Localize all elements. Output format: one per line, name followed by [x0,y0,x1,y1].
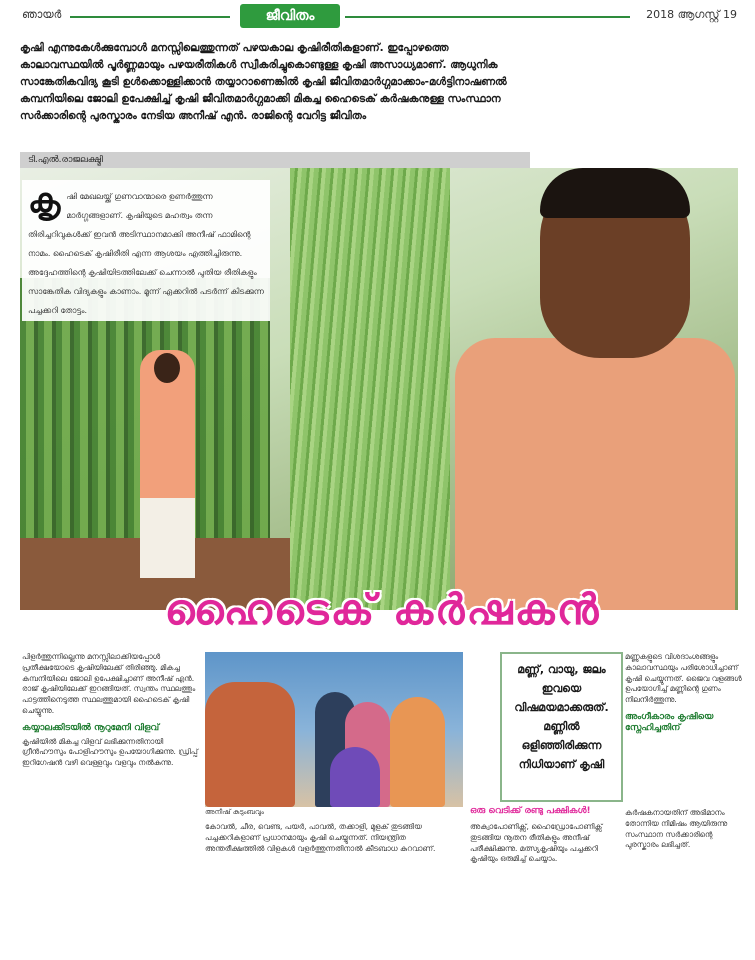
intro-paragraph: കൃഷി എന്നുകേള്‍ക്കുമ്പോള്‍ മനസ്സിലെത്തുന്നത് പഴയകാല കൃഷിരീതികളാണ്. ഇപ്പോഴത്തെ കാലാവസ്ഥയില്‍ പൂര്‍ണ്ണമായും പഴയരീതികള്‍ സ്വീകരിച്ചുകൊണ്ടുള്ള കൃഷി അസാധ്യമാണ്. ആധുനിക സാങ്കേതികവിദ്യ കൂടി ഉള്‍ക്കൊള്ളിക്കാന്‍ തയ്യാറാണെങ്കില്‍ കൃഷി ജീവിതമാര്‍ഗ്ഗമാക്കാം-മള്‍ട്ടിനാഷണല്‍ കമ്പനിയിലെ ജോലി ഉപേക്ഷിച്ച് കൃഷി ജീവിതമാര്‍ഗ്ഗമാക്കി മികച്ച ഹൈടെക് കര്‍ഷകനുള്ള സംസ്ഥാന സര്‍ക്കാരിന്റെ പുരസ്കാരം നേടിയ അനീഷ് എന്‍. രാജിന്റെ വേറിട്ട ജീവിതം [20,42,507,122]
pull-quote: മണ്ണ്, വായു, ജലം ഇവയെ വിഷമയമാക്കരുത്. മണ്ണില്‍ ഒളിഞ്ഞിരിക്കുന്ന നിധിയാണ് കൃഷി [500,652,623,802]
column-1-subhead: കയ്യാലക്കിടയില്‍ നൂറുമേനി വിളവ് [22,722,160,733]
lead-text: ഷി മേഖലയ്ക്ക് ഗുണവാന്മാരെ ഉണര്‍ത്തുന്ന മാര്‍ഗ്ഗങ്ങളാണ്. കൃഷിയുടെ മഹത്വം തന്ന തിരിച്ചറിവുകള്‍ക്ക് ഇവന്‍ അടിസ്ഥാനമാക്കി അനീഷ് ഫാമിന്റെ നാമം. ഹൈടെക് കൃഷിരീതി എന്ന ആശയം എത്തിച്ചിരുന്നു. അദ്ദേഹത്തിന്റെ കൃഷിയിടത്തിലേക്ക് ചെന്നാല്‍ പുതിയ രീതികളും സാങ്കേതിക വിദ്യകളും കാണാം. മൂന്ന് ഏക്കറില്‍ പടര്‍ന്ന് കിടക്കുന്ന പച്ചക്കറി തോട്ടം. [28,192,264,315]
column-2 [205,822,463,952]
header-rule-left [70,16,230,18]
column-3b [625,808,743,958]
long-beans-bundle [290,168,450,610]
column-3-text-2: കര്‍ഷകനായതിന് അഭിമാനം തോന്നിയ നിമിഷം ആയിരുന്നു സംസ്ഥാന സര്‍ക്കാരിന്റെ പുരസ്കാരം ലഭിച്ചത്. [625,808,728,850]
column-4-text: അക്വാപോണിക്സ്, ഹൈഡ്രോപോണിക്സ് തുടങ്ങിയ നൂതന രീതികളും അനീഷ് പരീക്ഷിക്കുന്നു. മത്സ്യകൃഷിയും പച്ചക്കറി കൃഷിയും ഒരുമിച്ച് ചെയ്യാം. [470,822,603,864]
portrait-hair [540,168,690,218]
child [330,747,380,807]
lead-column [22,180,270,321]
column-4-subhead: ഒരു വെടിക്ക് രണ്ടു പക്ഷികള്‍! [470,806,591,816]
headline: ഹൈടെക് കര്‍ഷകന്‍ [164,585,601,634]
column-3 [625,652,743,812]
header-rule-right [345,16,630,18]
drop-cap: കൃ [28,181,61,221]
column-1 [22,652,200,952]
farmer-head [154,353,180,383]
person-1 [205,682,295,807]
column-2-text: കോവല്‍, ചീര, വെണ്ട, പയര്‍, പാവല്‍, തക്കാളി, മുളക് തുടങ്ങിയ പച്ചക്കറികളാണ് പ്രധാനമായും കൃഷി ചെയ്യുന്നത്. നിയന്ത്രിത അന്തരീക്ഷത്തില്‍ വിളകള്‍ വളര്‍ത്തുന്നതിനാല്‍ കീടബാധ കുറവാണ്. [205,822,436,853]
column-1-text-2: കൃഷിയില്‍ മികച്ച വിളവ് ലഭിക്കുന്നതിനായി ഗ്രീന്‍ഹൗസും പോളിഹൗസും ഉപയോഗിക്കുന്നു. ഡ്രിപ്പ് ഇറിഗേഷന്‍ വഴി വെള്ളവും വളവും നല്‍കുന്നു. [22,736,198,768]
header-date: 2018 ആഗസ്റ്റ് 19 [646,8,737,21]
column-3-subhead: അംഗീകാരം കൃഷിയെ സ്നേഹിച്ചതിന് [625,711,714,733]
column-1-text: പിളര്‍ത്തുന്നില്ലെന്നു മനസ്സിലാക്കിയപ്പോള്‍ പ്രതീക്ഷയോടെ കൃഷിയിലേക്ക് തിരിഞ്ഞു. മികച്ച കമ്പനിയിലെ ജോലി ഉപേക്ഷിച്ചാണ് അനീഷ് എന്‍. രാജ് കൃഷിയിലേക്ക് ഇറങ്ങിയത്. സ്വന്തം സ്ഥലത്തും പാട്ടത്തിനെടുത്ത സ്ഥലത്തുമായി ഹൈടെക് കൃഷി ചെയ്യുന്നു. [22,652,196,715]
page-header [0,0,755,34]
header-day: ഞായര്‍ [22,8,62,21]
section-label: ജീവിതം [240,4,340,28]
family-photo [205,652,463,807]
person-4 [390,697,445,807]
family-caption: അനീഷ് കുടുംബവും [205,808,264,816]
farmer-mundu [140,498,195,578]
column-4 [470,822,620,960]
portrait-shirt [455,338,735,610]
column-3-text: മണ്ണുകളുടെ വിശദാംശങ്ങളും കാലാവസ്ഥയും പരിശോധിച്ചാണ് കൃഷി ചെയ്യുന്നത്. ജൈവ വളങ്ങള്‍ ഉപയോഗിച്ച് മണ്ണിന്റെ ഗുണം നിലനിര്‍ത്തുന്നു. [625,652,742,705]
byline: ടി.എല്‍.രാജലക്ഷ്മി [20,152,530,168]
